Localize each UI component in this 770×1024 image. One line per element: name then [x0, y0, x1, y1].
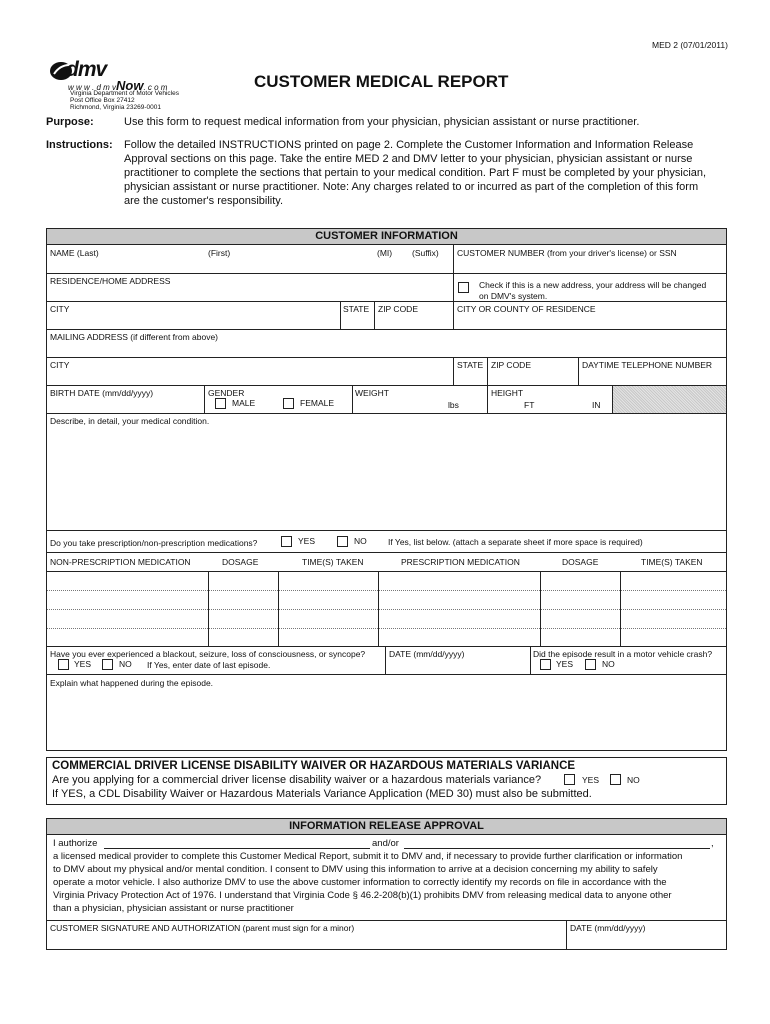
new-address-checkbox[interactable]	[458, 282, 469, 293]
name-first-label: (First)	[208, 248, 231, 258]
female-label: FEMALE	[300, 398, 335, 408]
blackout-question: Have you ever experienced a blackout, seizure, loss of consciousness, or syncope?	[50, 649, 366, 659]
height-label: HEIGHT	[491, 388, 524, 398]
dmv-logo	[46, 60, 186, 110]
instructions-text: Follow the detailed INSTRUCTIONS printed on page 2. Complete the Customer Information and Information Release Approval sections on this page. Take the entire MED 2 and DMV letter to your physician, physician assistant or nurse practitioner to complete the sections that pertain to your medical condition. Part F must be completed by your physician, physician assistant or nurse practitioner. Note: Any charges related to or incurred as part of the completion of this form are the customer's responsibility.	[124, 139, 707, 207]
medications-yes-label: YES	[298, 536, 316, 546]
purpose-label: Purpose:	[46, 116, 94, 128]
explain-label: Explain what happened during the episode.	[50, 678, 214, 688]
agency-address: Virginia Department of Motor Vehicles Post Office Box 27412 Richmond, Virginia 23269-0001	[70, 90, 179, 111]
crash-yes-label: YES	[556, 659, 574, 669]
weight-label: WEIGHT	[355, 388, 389, 398]
page-title: CUSTOMER MEDICAL REPORT	[254, 72, 509, 91]
med-col-dosage-2: DOSAGE	[562, 557, 599, 567]
county-label: CITY OR COUNTY OF RESIDENCE	[457, 304, 596, 314]
release-andor: and/or	[372, 838, 399, 849]
medications-no-checkbox[interactable]	[337, 536, 348, 547]
blackout-note: If Yes, enter date of last episode.	[147, 660, 271, 670]
authorize-name-line[interactable]	[104, 848, 370, 849]
cdl-no-checkbox[interactable]	[610, 774, 621, 785]
cdl-note: If YES, a CDL Disability Waiver or Hazardous Materials Variance Application (MED 30) must also be submitted.	[52, 788, 592, 800]
city-label: CITY	[50, 304, 70, 314]
crash-no-checkbox[interactable]	[585, 659, 596, 670]
in-label: IN	[592, 400, 601, 410]
purpose-text: Use this form to request medical information from your physician, physician assistant or nurse practitioner.	[124, 116, 640, 128]
med-col-times-2: TIME(S) TAKEN	[641, 557, 703, 567]
cdl-header: COMMERCIAL DRIVER LICENSE DISABILITY WAIVER OR HAZARDOUS MATERIALS VARIANCE	[52, 760, 576, 772]
zip-label: ZIP CODE	[378, 304, 418, 314]
instructions-label: Instructions:	[46, 139, 113, 151]
blackout-no-label: NO	[119, 659, 132, 669]
episode-date-label: DATE (mm/dd/yyyy)	[389, 649, 465, 659]
med-col-prescription: PRESCRIPTION MEDICATION	[401, 557, 520, 567]
medications-no-label: NO	[354, 536, 367, 546]
residence-label: RESIDENCE/HOME ADDRESS	[50, 276, 171, 286]
gender-female-checkbox[interactable]	[283, 398, 294, 409]
birth-date-label: BIRTH DATE (mm/dd/yyyy)	[50, 388, 154, 398]
name-suffix-label: (Suffix)	[412, 248, 439, 258]
male-label: MALE	[232, 398, 256, 408]
med-col-times-1: TIME(S) TAKEN	[302, 557, 364, 567]
shaded-cell	[613, 386, 726, 413]
crash-yes-checkbox[interactable]	[540, 659, 551, 670]
phone-label: DAYTIME TELEPHONE NUMBER	[582, 360, 713, 370]
dmv-website: w w w . d m vNow. c o m	[68, 78, 168, 93]
name-mi-label: (MI)	[377, 248, 393, 258]
medications-question: Do you take prescription/non-prescription medications?	[50, 538, 258, 548]
authorize-provider-line[interactable]	[404, 848, 710, 849]
mailing-address-label: MAILING ADDRESS (if different from above)	[50, 332, 219, 342]
city2-label: CITY	[50, 360, 70, 370]
state-label: STATE	[343, 304, 370, 314]
cdl-no-label: NO	[627, 775, 640, 785]
signature-date-label: DATE (mm/dd/yyyy)	[570, 923, 646, 933]
customer-number-label: CUSTOMER NUMBER (from your driver's license) or SSN	[457, 248, 677, 258]
name-last-label: NAME (Last)	[50, 248, 99, 258]
release-authorize: I authorize	[53, 838, 98, 849]
crash-no-label: NO	[602, 659, 615, 669]
medications-note: If Yes, list below. (attach a separate sheet if more space is required)	[388, 537, 643, 547]
blackout-no-checkbox[interactable]	[102, 659, 113, 670]
med-col-nonprescription: NON-PRESCRIPTION MEDICATION	[50, 557, 191, 567]
release-comma: ,	[711, 838, 714, 849]
signature-label: CUSTOMER SIGNATURE AND AUTHORIZATION (parent must sign for a minor)	[50, 923, 355, 933]
ft-label: FT	[524, 400, 535, 410]
form-number: MED 2 (07/01/2011)	[652, 40, 728, 50]
crash-question: Did the episode result in a motor vehicle crash?	[533, 649, 713, 659]
cdl-yes-checkbox[interactable]	[564, 774, 575, 785]
medications-yes-checkbox[interactable]	[281, 536, 292, 547]
new-address-note: Check if this is a new address, your address will be changed on DMV's system.	[479, 280, 707, 301]
zip2-label: ZIP CODE	[491, 360, 531, 370]
customer-information-header: CUSTOMER INFORMATION	[47, 229, 726, 245]
state2-label: STATE	[457, 360, 484, 370]
cdl-yes-label: YES	[582, 775, 600, 785]
lbs-label: lbs	[448, 400, 459, 410]
gender-male-checkbox[interactable]	[215, 398, 226, 409]
gender-label: GENDER	[208, 388, 245, 398]
release-header: INFORMATION RELEASE APPROVAL	[47, 819, 726, 835]
blackout-yes-label: YES	[74, 659, 92, 669]
blackout-yes-checkbox[interactable]	[58, 659, 69, 670]
cdl-question: Are you applying for a commercial driver license disability waiver or a hazardous materials variance?	[52, 774, 542, 786]
med-col-dosage-1: DOSAGE	[222, 557, 259, 567]
dmv-brand: dmv	[66, 58, 107, 81]
release-text: a licensed medical provider to complete this Customer Medical Report, submit it to DMV and, if necessary to provide further clarification or information to DMV about my physical and/or mental condition. I consent to DMV using this information to arrive at a decision concerning my ability to safely operate a motor vehicle. I also authorize DMV to use the above customer information to correctly identify my records on file in accordance with the Virginia Privacy Protection Act of 1976. I understand that Virginia Code § 46.2-208(b)(1) prohibits DMV from releasing medical data to anyone other than a physician, physician assistant or nurse practitioner	[53, 851, 683, 914]
describe-label: Describe, in detail, your medical condition.	[50, 416, 210, 426]
